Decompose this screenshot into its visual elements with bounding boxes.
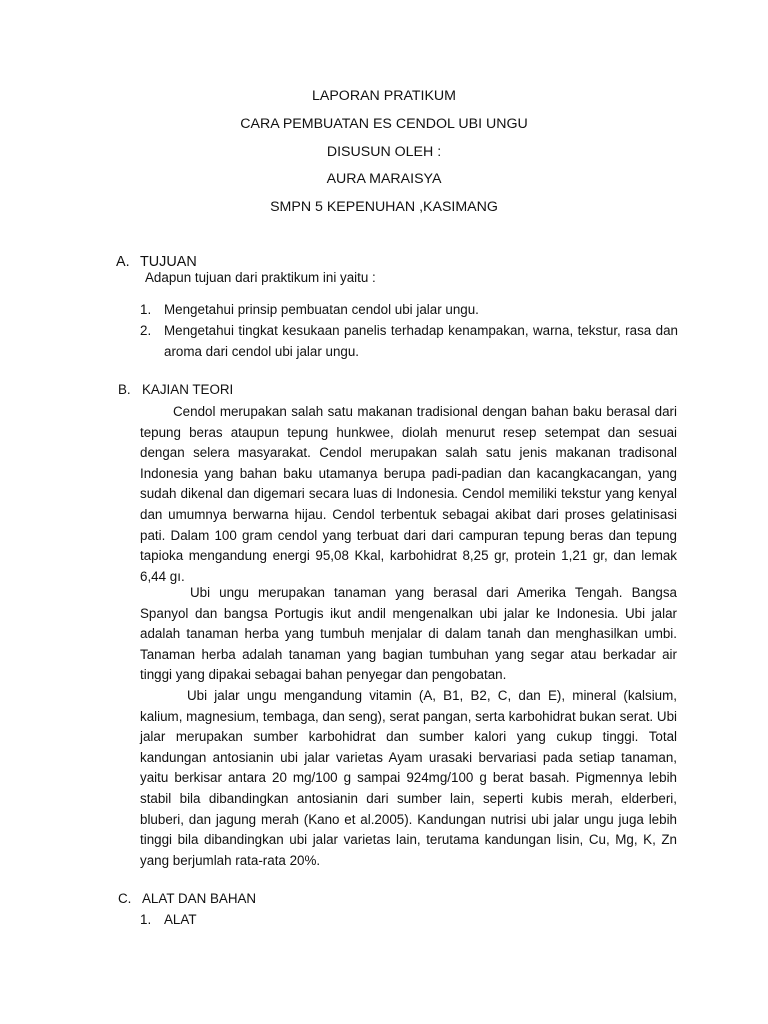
- list-item-text: Mengetahui prinsip pembuatan cendol ubi jalar ungu.: [164, 302, 479, 317]
- list-item: [140, 911, 197, 929]
- list-item-text: Mengetahui tingkat kesukaan panelis terhadap kenampakan, warna, tekstur, rasa dan aroma dari cendol ubi jalar ungu.: [164, 323, 678, 359]
- section-a-title: TUJUAN: [140, 254, 197, 270]
- list-item-number: 2.: [140, 323, 152, 338]
- section-b-title: KAJIAN TEORI: [142, 382, 234, 397]
- report-subtitle: CARA PEMBUATAN ES CENDOL UBI UNGU: [240, 116, 528, 132]
- paragraph-nutrisi: Ubi jalar ungu mengandung vitamin (A, B1, B2, C, dan E), mineral (kalsium, kalium, magnesium, tembaga, dan seng), serat pangan, serta karbohidrat bukan serat. Ubi jalar merupakan sumber karbohidrat dan sumber kalori yang cukup tinggi. Total kandungan antosianin ubi jalar varietas Ayam urasaki bervariasi pada setiap tanaman, yaitu berkisar antara 20 mg/100 g sampai 924mg/100 g berat basah. Pigmennya lebih stabil bila dibandingkan antosianin dari sumber lain, seperti kubis merah, elderberi, bluberi, dan jagung merah (Kano et al.2005). Kandungan nutrisi ubi jalar ungu juga lebih tinggi bila dibandingkan ubi jalar varietas lain, terutama kandungan lisin, Cu, Mg, K, Zn yang berjumlah rata-rata 20%.: [140, 688, 677, 868]
- list-item-text: ALAT: [164, 912, 197, 927]
- paragraph-cendol: Cendol merupakan salah satu makanan tradisional dengan bahan baku berasal dari tepung beras ataupun tepung hunkwee, diolah menurut resep setempat dan sesuai dengan selera masyarakat. Cendol merupakan salah satu jenis makanan tradisonal Indonesia yang bahan baku utamanya berupa padi-padian dan kacangkacangan, yang sudah dikenal dan digemari secara luas di Indonesia. Cendol memiliki tekstur yang kenyal dan umumnya berwarna hijau. Cendol terbentuk sebagai akibat dari proses gelatinisasi pati. Dalam 100 gram cendol yang terbuat dari dari campuran tepung beras dan tepung tapioka mengandung energi 95,08 Kkal, karbohidrat 8,25 gr, protein 1,21 gr, dan lemak 6,44 gı.: [140, 404, 677, 584]
- list-item: [140, 320, 678, 362]
- school-name: SMPN 5 KEPENUHAN ,KASIMANG: [270, 199, 498, 215]
- list-item: [140, 299, 678, 320]
- author-name: AURA MARAISYA: [326, 171, 442, 187]
- list-item-number: 1.: [140, 912, 152, 927]
- section-a-letter: A.: [116, 254, 130, 270]
- section-c-letter: C.: [118, 891, 132, 906]
- section-c-heading: [118, 890, 256, 908]
- report-title: LAPORAN PRATIKUM: [311, 88, 456, 104]
- paragraph-ubi-ungu: Ubi ungu merupakan tanaman yang berasal dari Amerika Tengah. Bangsa Spanyol dan bangsa Portugis ikut andil mengenalkan ubi jalar ke Indonesia. Ubi jalar adalah tanaman herba yang tumbuh menjalar di dalam tanah dan menghasilkan umbi. Tanaman herba adalah tanaman yang bagian tumbuhan yang segar atau berkadar air tinggi yang dipakai sebagai bahan penyegar dan pengobatan.: [140, 585, 677, 683]
- section-c-title: ALAT DAN BAHAN: [142, 891, 257, 906]
- section-a-intro: Adapun tujuan dari praktikum ini yaitu :: [145, 270, 376, 285]
- section-b-letter: B.: [118, 382, 131, 397]
- author-label: DISUSUN OLEH :: [326, 144, 442, 160]
- section-b-heading: [118, 381, 233, 399]
- list-item-number: 1.: [140, 302, 152, 317]
